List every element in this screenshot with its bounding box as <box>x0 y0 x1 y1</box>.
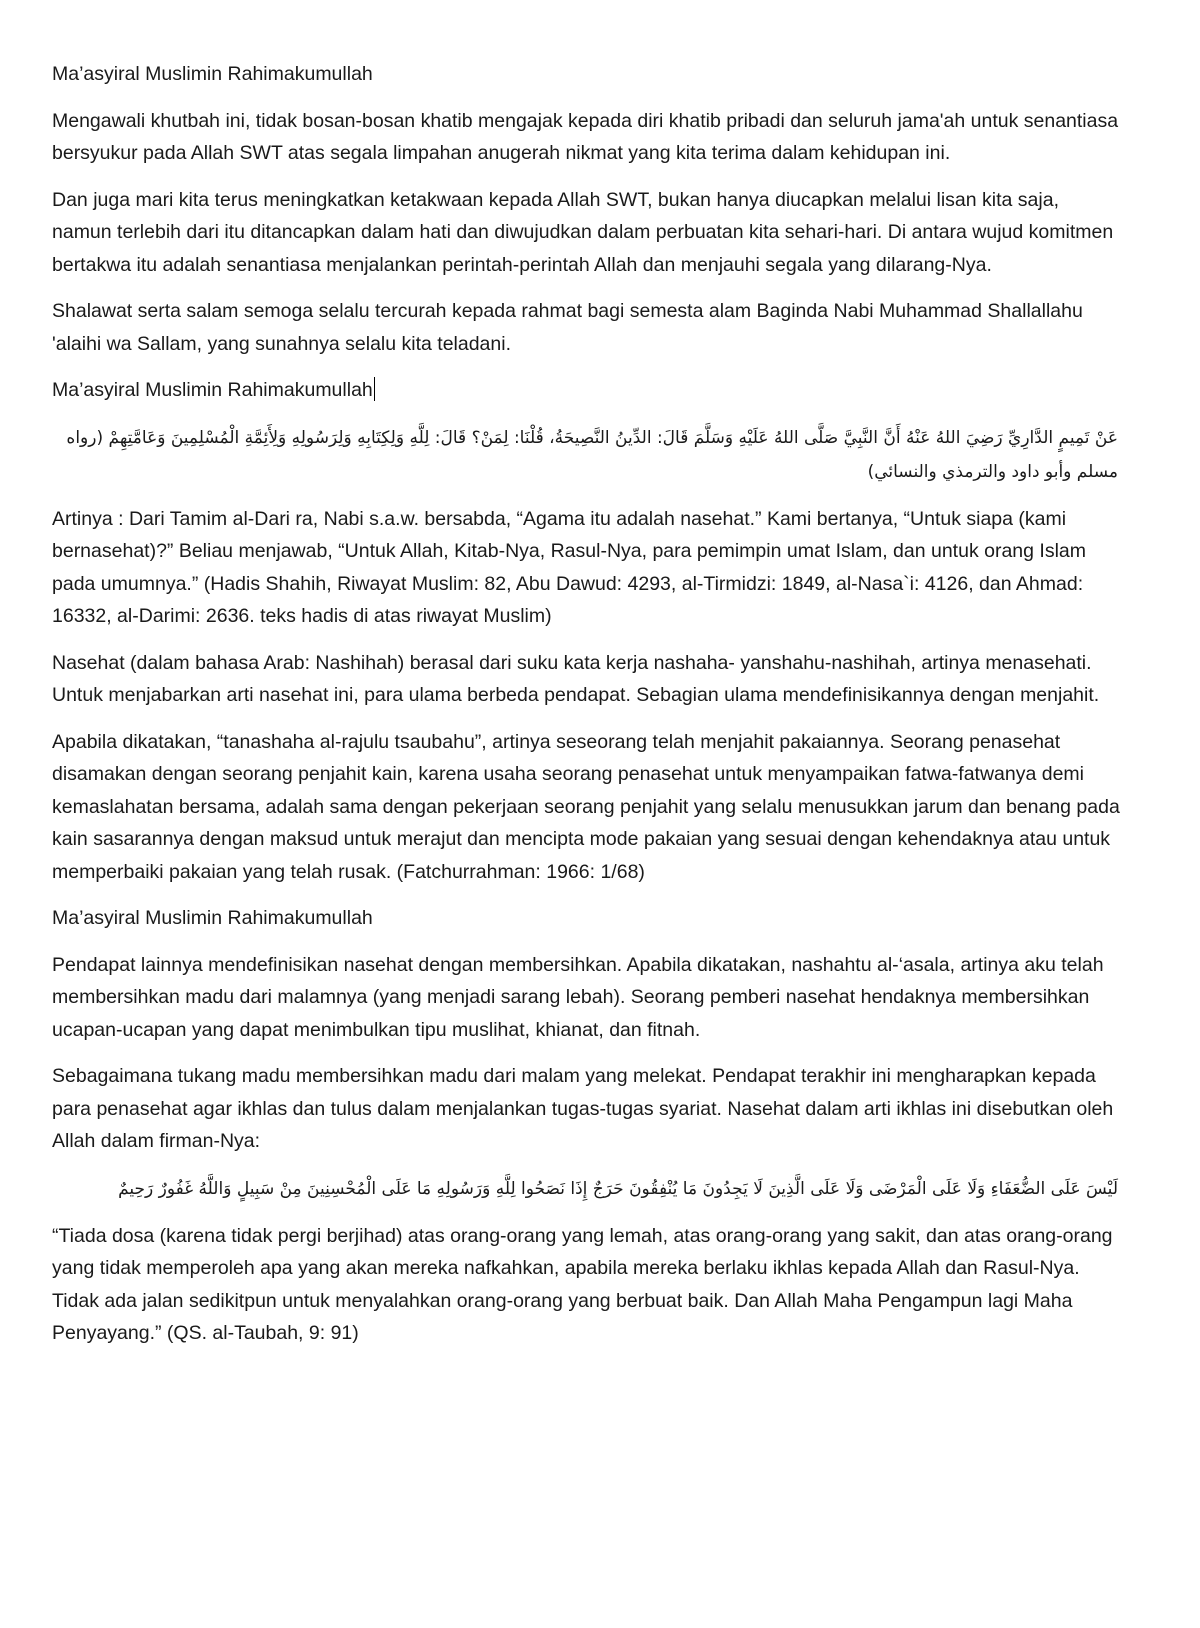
text-cursor <box>374 377 376 401</box>
section-heading: Ma’asyiral Muslimin Rahimakumullah <box>52 63 373 85</box>
heading-text: Ma’asyiral Muslimin Rahimakumullah <box>52 379 373 401</box>
paragraph-shalawat: Shalawat serta salam semoga selalu tercurah kepada rahmat bagi semesta alam Baginda Nabi Muhammad Shallallahu 'alaihi wa Sallam, yang sunahnya selalu kita teladani. <box>52 300 1083 355</box>
section-heading <box>52 374 1120 407</box>
paragraph-penjahit: Apabila dikatakan, “tanashaha al-rajulu tsaubahu”, artinya seseorang telah menjahit pakaiannya. Seorang penasehat disamakan dengan seorang penjahit kain, karena usaha seorang penasehat untuk menyampaikan fatwa-fatwanya demi kemaslahatan bersama, adalah sama dengan pekerjaan seorang penjahit yang selalu menusukkan jarum dan benang pada kain sasarannya dengan maksud untuk merajut dan mencipta mode pakaian yang sesuai dengan kehendaknya atau untuk memperbaiki pakaian yang telah rusak. (Fatchurrahman: 1966: 1/68) <box>52 730 1120 883</box>
paragraph-tukang-madu: Sebagaimana tukang madu membersihkan madu dari malam yang melekat. Pendapat terakhir ini mengharapkan kepada para penasehat agar ikhlas dan tulus dalam menjalankan tugas-tugas syariat. Nasehat dalam arti ikhlas ini disebutkan oleh Allah dalam firman-Nya: <box>52 1065 1114 1152</box>
arabic-hadith: عَنْ تَمِيمٍ الدَّارِيِّ رَضِيَ اللهُ عَنْهُ أَنَّ النَّبِيَّ صَلَّى اللهُ عَلَيْهِ وَسَلَّمَ قَالَ: الدِّينُ النَّصِيحَةُ، قُلْنَا: لِمَنْ؟ قَالَ: لِلَّهِ وَلِكِتَابِهِ وَلِرَسُولِهِ وَلِأَئِمَّةِ الْمُسْلِمِينَ وَعَامَّتِهِمْ (رواه مسلم وأبو داود والترمذي والنسائي) <box>66 427 1118 482</box>
arabic-ayah: لَيْسَ عَلَى الضُّعَفَاءِ وَلَا عَلَى الْمَرْضَى وَلَا عَلَى الَّذِينَ لَا يَجِدُونَ مَا يُنْفِقُونَ حَرَجٌ إِذَا نَصَحُوا لِلَّهِ وَرَسُولِهِ مَا عَلَى الْمُحْسِنِينَ مِنْ سَبِيلٍ وَاللَّهُ غَفُورٌ رَحِيمٌ <box>118 1178 1118 1199</box>
paragraph-takwa: Dan juga mari kita terus meningkatkan ketakwaan kepada Allah SWT, bukan hanya diucapkan melalui lisan kita saja, namun terlebih dari itu ditancapkan dalam hati dan diwujudkan dalam perbuatan kita sehari-hari. Di antara wujud komitmen bertakwa itu adalah senantiasa menjalankan perintah-perintah Allah dan menjauhi segala yang dilarang-Nya. <box>52 188 1114 276</box>
section-heading: Ma’asyiral Muslimin Rahimakumullah <box>52 907 373 929</box>
paragraph-nasehat-definition: Nasehat (dalam bahasa Arab: Nashihah) berasal dari suku kata kerja nashaha- yanshahu-nashihah, artinya menasehati. Untuk menjabarkan arti nasehat ini, para ulama berbeda pendapat. Sebagian ulama mendefinisikannya dengan menjahit. <box>52 651 1100 706</box>
paragraph-opening: Mengawali khutbah ini, tidak bosan-bosan khatib mengajak kepada diri khatib pribadi dan seluruh jama'ah untuk senantiasa bersyukur pada Allah SWT atas segala limpahan anugerah nikmat yang kita terima dalam kehidupan ini. <box>52 109 1119 164</box>
paragraph-ayah-translation: “Tiada dosa (karena tidak pergi berjihad) atas orang-orang yang lemah, atas orang-orang yang sakit, dan atas orang-orang yang tidak memperoleh apa yang akan mereka nafkahkan, apabila mereka berlaku ikhlas kepada Allah dan Rasul-Nya. Tidak ada jalan sedikitpun untuk menyalahkan orang-orang yang berbuat baik. Dan Allah Maha Pengampun lagi Maha Penyayang.” (QS. al-Taubah, 9: 91) <box>52 1224 1113 1344</box>
paragraph-membersihkan: Pendapat lainnya mendefinisikan nasehat dengan membersihkan. Apabila dikatakan, nashahtu al-‘asala, artinya aku telah membersihkan madu dari malamnya (yang menjadi sarang lebah). Seorang pemberi nasehat hendaknya membersihkan ucapan-ucapan yang dapat menimbulkan tipu muslihat, khianat, dan fitnah. <box>52 953 1104 1041</box>
paragraph-hadith-translation: Artinya : Dari Tamim al-Dari ra, Nabi s.a.w. bersabda, “Agama itu adalah nasehat.” Kami bertanya, “Untuk siapa (kami bernasehat)?” Beliau menjawab, “Untuk Allah, Kitab-Nya, Rasul-Nya, para pemimpin umat Islam, dan untuk orang Islam pada umumnya.” (Hadis Shahih, Riwayat Muslim: 82, Abu Dawud: 4293, al-Tirmidzi: 1849, al-Nasa`i: 4126, dan Ahmad: 16332, al-Darimi: 2636. teks hadis di atas riwayat Muslim) <box>52 507 1086 627</box>
